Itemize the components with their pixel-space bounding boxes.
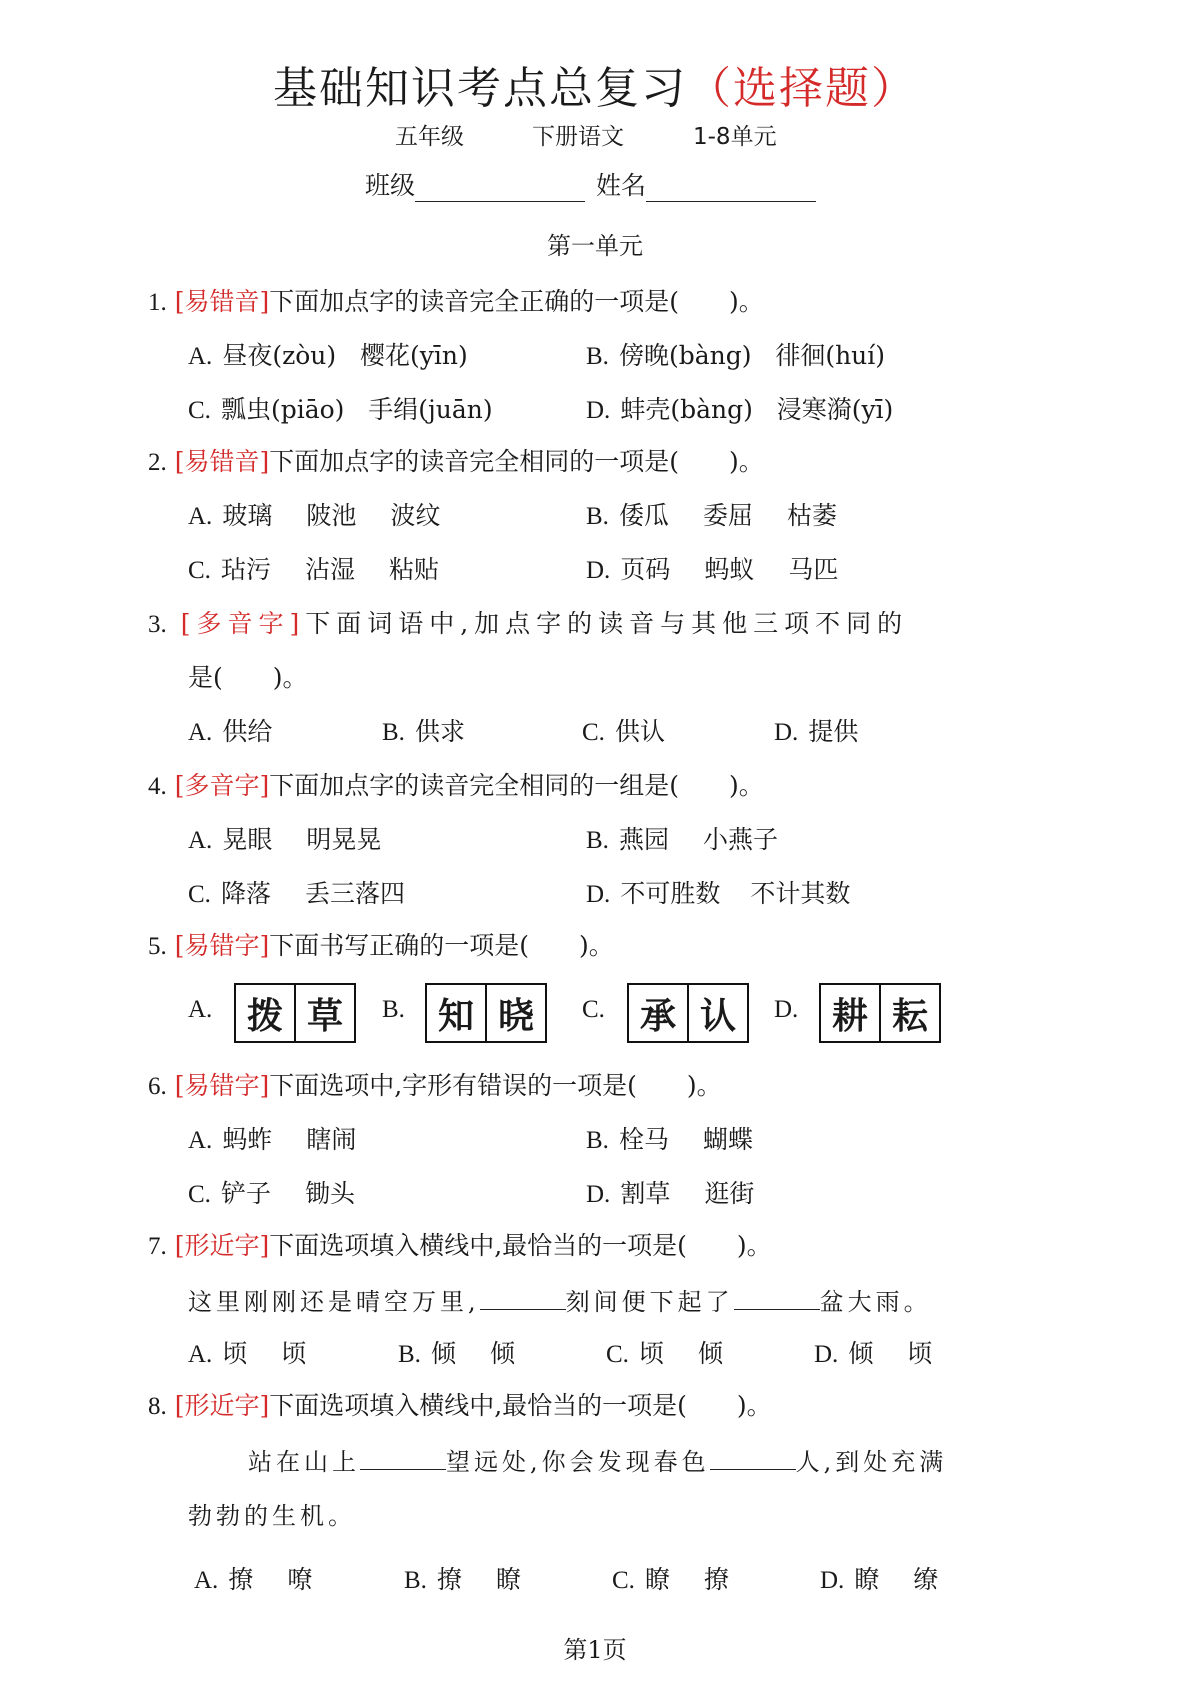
name-blank[interactable] — [646, 175, 816, 202]
fill-blank[interactable] — [480, 1287, 566, 1310]
question-tag: [多音字] — [180, 609, 306, 638]
option-4d[interactable]: D. 不可胜数 不计其数 — [586, 879, 851, 908]
fill-blank[interactable] — [710, 1447, 796, 1470]
option-6a[interactable]: A. 蚂蚱 瞎闹 — [188, 1125, 357, 1154]
question-8: 8. [形近字]下面选项填入横线中,最恰当的一项是( )。 — [148, 1391, 772, 1420]
option-2b[interactable]: B. 倭瓜 委屈 枯萎 — [586, 501, 837, 530]
title-main: 基础知识考点总复习 — [273, 63, 687, 114]
name-label: 姓名 — [596, 171, 647, 200]
option-8a[interactable]: A. 撩 嘹 — [194, 1565, 313, 1594]
title-red: （选择题） — [687, 63, 917, 114]
question-stem: 下面加点字的读音完全相同的一项是( )。 — [269, 447, 764, 476]
question-3-cont: 是( )。 — [188, 663, 308, 692]
question-tag: [易错字] — [174, 931, 270, 960]
question-1: 1. [易错音]下面加点字的读音完全正确的一项是( )。 — [148, 287, 764, 316]
question-8-sentence-cont: 勃勃的生机。 — [188, 1502, 356, 1530]
question-stem: 下面加点字的读音完全相同的一组是( )。 — [269, 771, 764, 800]
option-7c[interactable]: C. 顷 倾 — [606, 1339, 723, 1368]
option-3c[interactable]: C. 供认 — [582, 717, 665, 746]
option-6d[interactable]: D. 割草 逛街 — [586, 1179, 755, 1208]
class-field[interactable] — [365, 166, 585, 202]
question-stem: 下面书写正确的一项是( )。 — [269, 931, 614, 960]
class-label: 班级 — [365, 171, 416, 200]
option-5b-label: B. — [382, 996, 405, 1023]
option-1a[interactable]: A. 昼夜(zòu) 樱花(yīn) — [188, 341, 468, 370]
option-5c-label: C. — [582, 996, 605, 1023]
page-number: 第1页 — [563, 1636, 627, 1664]
option-6c[interactable]: C. 铲子 锄头 — [188, 1179, 355, 1208]
question-5: 5. [易错字]下面书写正确的一项是( )。 — [148, 931, 614, 960]
option-3b[interactable]: B. 供求 — [382, 717, 465, 746]
option-7a[interactable]: A. 顷 顷 — [188, 1339, 307, 1368]
option-5a-label: A. — [188, 996, 213, 1023]
option-6b[interactable]: B. 栓马 蝴蝶 — [586, 1125, 753, 1154]
units-label: 1-8单元 — [693, 124, 777, 150]
option-5d[interactable]: 耕 耘 — [819, 983, 941, 1043]
book-label: 下册语文 — [532, 124, 624, 150]
option-1b[interactable]: B. 傍晚(bàng) 徘徊(huí) — [586, 341, 886, 370]
option-3d[interactable]: D. 提供 — [774, 717, 859, 746]
question-4: 4. [多音字]下面加点字的读音完全相同的一组是( )。 — [148, 771, 764, 800]
question-stem: 下面选项填入横线中,最恰当的一项是( )。 — [269, 1231, 772, 1260]
option-2c[interactable]: C. 玷污 沾湿 粘贴 — [188, 555, 439, 584]
question-7-sentence: 这里刚刚还是晴空万里, 刻间便下起了 盆大雨。 — [188, 1288, 932, 1316]
question-2: 2. [易错音]下面加点字的读音完全相同的一项是( )。 — [148, 447, 764, 476]
question-6: 6. [易错字]下面选项中,字形有错误的一项是( )。 — [148, 1071, 722, 1100]
question-tag: [易错音] — [174, 447, 270, 476]
option-4b[interactable]: B. 燕园 小燕子 — [586, 825, 778, 854]
option-5b[interactable]: 知 晓 — [425, 983, 547, 1043]
option-4c[interactable]: C. 降落 丢三落四 — [188, 879, 405, 908]
question-stem: 下面选项填入横线中,最恰当的一项是( )。 — [269, 1391, 772, 1420]
option-5a[interactable]: 拨 草 — [234, 983, 356, 1043]
class-blank[interactable] — [415, 175, 585, 202]
page-title — [0, 52, 1190, 116]
option-3a[interactable]: A. 供给 — [188, 717, 273, 746]
option-8b[interactable]: B. 撩 瞭 — [404, 1565, 521, 1594]
option-2d[interactable]: D. 页码 蚂蚁 马匹 — [586, 555, 839, 584]
question-3: 3. [多音字]下面词语中,加点字的读音与其他三项不同的 — [148, 609, 909, 638]
option-5c[interactable]: 承 认 — [627, 983, 749, 1043]
unit-title: 第一单元 — [547, 232, 643, 260]
option-2a[interactable]: A. 玻璃 陂池 波纹 — [188, 501, 441, 530]
question-stem: 下面加点字的读音完全正确的一项是( )。 — [269, 287, 764, 316]
fill-blank[interactable] — [360, 1447, 446, 1470]
fill-blank[interactable] — [734, 1287, 820, 1310]
grade-label: 五年级 — [395, 124, 464, 150]
option-5d-label: D. — [774, 996, 799, 1023]
option-1c[interactable]: C. 瓢虫(piāo) 手绢(juān) — [188, 395, 493, 424]
question-tag: [多音字] — [174, 771, 270, 800]
question-tag: [形近字] — [174, 1231, 270, 1260]
option-1d[interactable]: D. 蚌壳(bàng) 浸寒漪(yī) — [586, 395, 894, 424]
question-stem: 下面词语中,加点字的读音与其他三项不同的 — [305, 609, 909, 638]
option-7d[interactable]: D. 倾 顷 — [814, 1339, 933, 1368]
name-field[interactable] — [596, 166, 816, 202]
option-8c[interactable]: C. 瞭 撩 — [612, 1565, 729, 1594]
question-8-sentence: 站在山上 望远处,你会发现春色 人,到处充满 — [248, 1448, 948, 1476]
question-tag: [易错字] — [174, 1071, 270, 1100]
question-stem: 下面选项中,字形有错误的一项是( )。 — [269, 1071, 722, 1100]
question-tag: [易错音] — [174, 287, 270, 316]
question-tag: [形近字] — [174, 1391, 270, 1420]
option-8d[interactable]: D. 瞭 缭 — [820, 1565, 939, 1594]
question-7: 7. [形近字]下面选项填入横线中,最恰当的一项是( )。 — [148, 1231, 772, 1260]
option-7b[interactable]: B. 倾 倾 — [398, 1339, 515, 1368]
option-4a[interactable]: A. 晃眼 明晃晃 — [188, 825, 382, 854]
